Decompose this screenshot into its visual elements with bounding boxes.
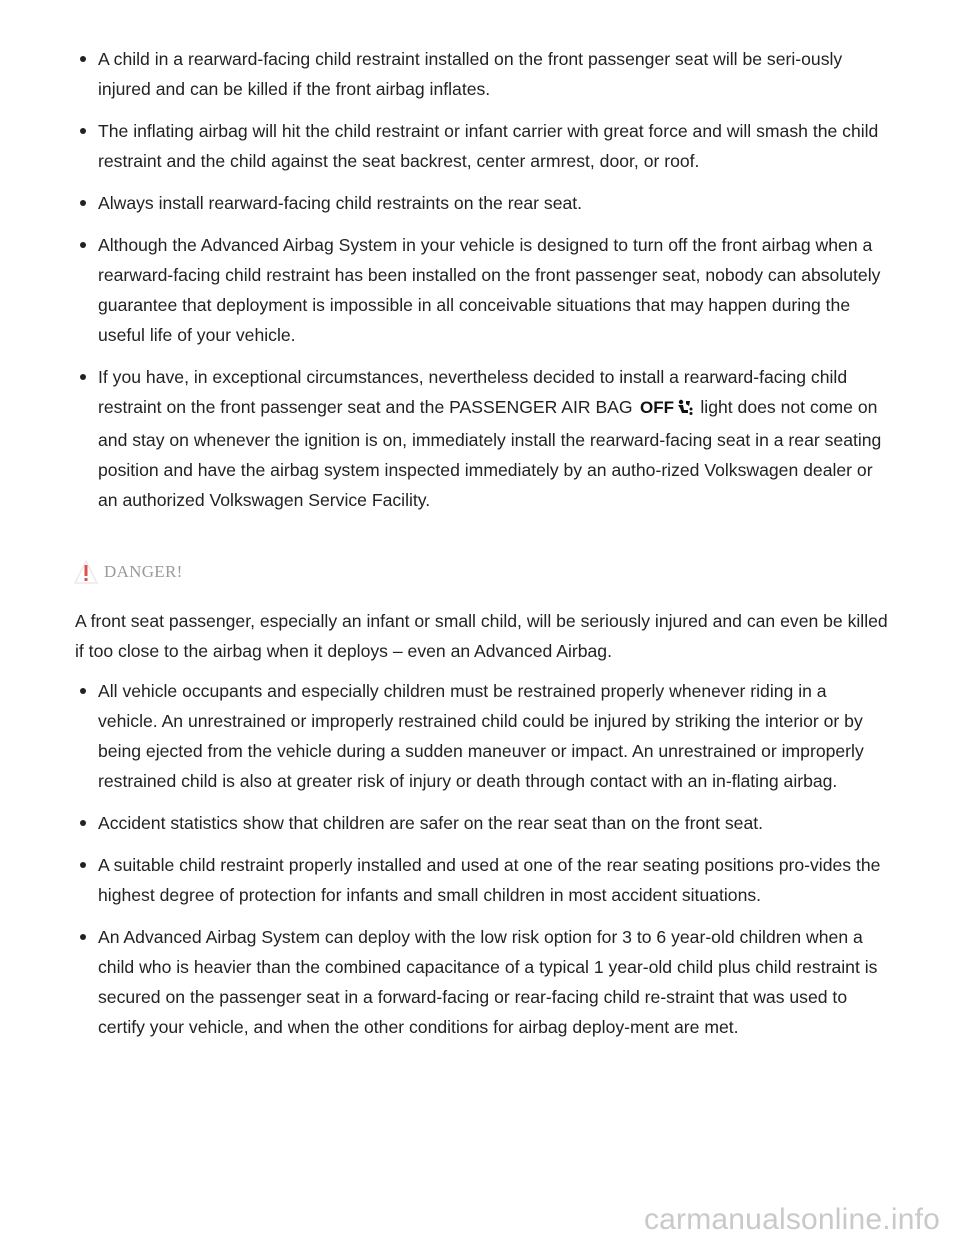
list-item-text-after: light does not come on and stay on whenever the ignition is on, immediately install the rearward-facing seat in a rear seating position and have the airbag system inspected immediately by an autho-rized Volkswagen dealer or an authorized Volkswagen Service Facility. [98,397,882,510]
danger-bullet-list [0,676,960,1054]
list-item-text-before: If you have, in exceptional circumstances, nevertheless decided to install a rearward-facing child restraint on the front passenger seat and the PASSENGER AIR BAG [98,367,848,417]
list-item [0,362,960,515]
list-item: An Advanced Airbag System can deploy with the low risk option for 3 to 6 year-old children when a child who is heavier than the combined capacitance of a typical 1 year-old child plus child restraint is secured on the passenger seat in a forward-facing or rear-facing child re-straint that was used to certify your vehicle, and when the other conditions for airbag deploy-ment are met. [0,922,960,1042]
warning-triangle-icon [74,559,98,585]
danger-intro-text: A front seat passenger, especially an infant or small child, will be seriously injured and can even be killed if too close to the airbag when it deploys – even an Advanced Airbag. [75,611,888,661]
airbag-off-icon-text: OFF [639,398,674,416]
list-item: A child in a rearward-facing child restraint installed on the front passenger seat will be seri-ously injured and can be killed if the front airbag inflates. [0,44,960,104]
danger-label: DANGER! [104,562,183,581]
list-item: Although the Advanced Airbag System in your vehicle is designed to turn off the front airbag when a rearward-facing child restraint has been installed on the front passenger seat, nobody can absolutely guarantee that deployment is impossible in all conceivable situations that may happen during the useful life of your vehicle. [0,230,960,350]
danger-heading [74,558,183,586]
list-item: A suitable child restraint properly installed and used at one of the rear seating positions pro-vides the highest degree of protection for infants and small children in most accident situations. [0,850,960,910]
list-item: Always install rearward-facing child restraints on the rear seat. [0,188,960,218]
watermark-text: carmanualsonline.info [643,1203,940,1236]
airbag-off-icon [640,395,694,425]
list-item: All vehicle occupants and especially children must be restrained properly whenever riding in a vehicle. An unrestrained or improperly restrained child could be injured by striking the interior or by being ejected from the vehicle during a sudden maneuver or impact. An unrestrained or improperly restrained child is also at greater risk of injury or death through contact with an in-flating airbag. [0,676,960,796]
list-item: Accident statistics show that children are safer on the rear seat than on the front seat. [0,808,960,838]
list-item: The inflating airbag will hit the child restraint or infant carrier with great force and will smash the child restraint and the child against the seat backrest, center armrest, door, or roof. [0,116,960,176]
warning-bullet-list [0,44,960,527]
